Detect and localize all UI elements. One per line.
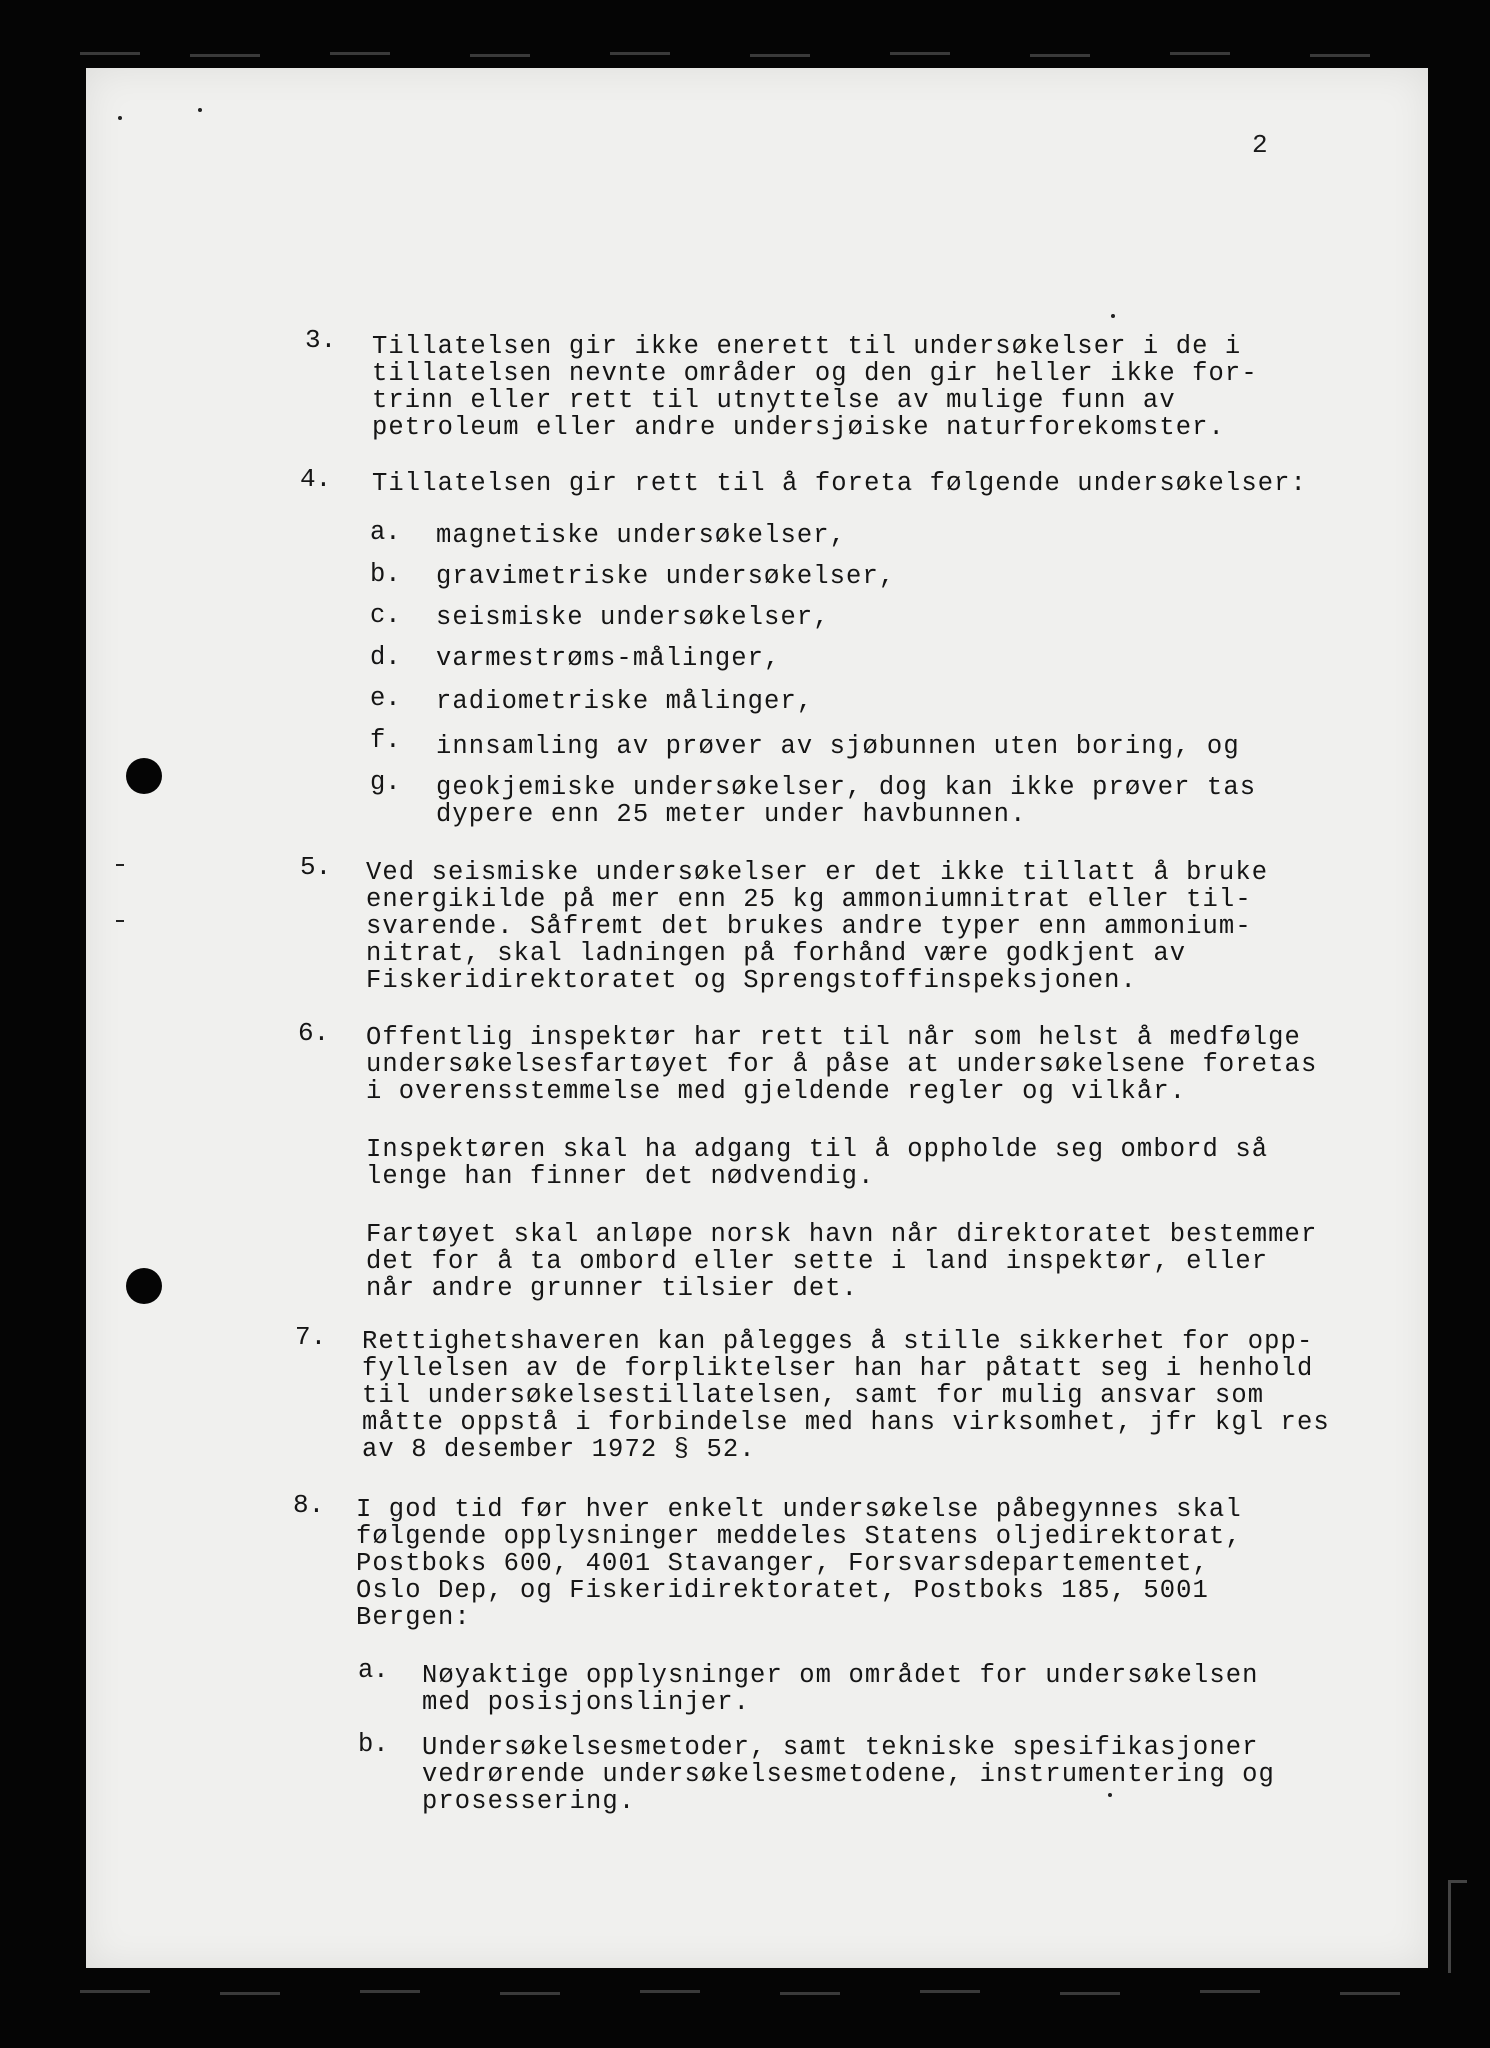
paragraph-gap [366, 1105, 1317, 1136]
sub-letter: a. [370, 518, 401, 547]
item-3-text [372, 333, 1258, 441]
sub-letter: f. [370, 726, 401, 755]
sub-letter: d. [370, 643, 401, 672]
edge-mark [780, 1992, 840, 1995]
subitem-text [436, 563, 895, 590]
text-line: Oslo Dep, og Fiskeridirektoratet, Postboks 185, 5001 [356, 1576, 1209, 1605]
text-line: I god tid før hver enkelt undersøkelse påbegynnes skal [356, 1495, 1242, 1524]
text-line: undersøkelsesfartøyet for å påse at undersøkelsene foretas [366, 1050, 1318, 1079]
edge-mark [890, 52, 950, 55]
edge-mark [1200, 1990, 1260, 1993]
item-4-text [372, 470, 1307, 497]
speck [118, 116, 122, 120]
text-line: Ved seismiske undersøkelser er det ikke tillatt å bruke [366, 858, 1269, 887]
edge-mark [80, 52, 140, 55]
speck [116, 920, 124, 922]
item-6-text [366, 1024, 1317, 1302]
text-line: Tillatelsen gir ikke enerett til undersøkelser i de i [372, 332, 1242, 361]
binder-tab [1448, 1880, 1467, 1973]
text-line: av 8 desember 1972 § 52. [362, 1435, 756, 1464]
edge-mark [360, 1990, 420, 1993]
text-line: Bergen: [356, 1603, 471, 1632]
text-line: dypere enn 25 meter under havbunnen. [436, 800, 1027, 829]
edge-mark [500, 1992, 560, 1995]
item-number: 5. [300, 852, 332, 882]
text-line: lenge han finner det nødvendig. [366, 1162, 875, 1191]
edge-mark [330, 52, 390, 55]
text-line: nitrat, skal ladningen på forhånd være godkjent av [366, 939, 1187, 968]
text-line: innsamling av prøver av sjøbunnen uten boring, og [436, 732, 1240, 761]
subitem-text [436, 688, 813, 715]
edge-mark [1060, 1992, 1120, 1995]
item-number: 4. [300, 464, 332, 494]
text-line: Fartøyet skal anløpe norsk havn når direktoratet bestemmer [366, 1220, 1318, 1249]
edge-mark [220, 1992, 280, 1995]
text-line: Fiskeridirektoratet og Sprengstoffinspeksjonen. [366, 966, 1137, 995]
item-5-text [366, 859, 1268, 994]
edge-mark [1030, 54, 1090, 57]
subitem-text [436, 774, 1256, 828]
edge-mark [920, 1990, 980, 1993]
subitem-text [422, 1734, 1275, 1815]
subitem-text [436, 645, 780, 672]
item-8-text [356, 1496, 1242, 1631]
speck [1111, 314, 1115, 318]
text-line: radiometriske målinger, [436, 687, 814, 716]
text-line: Nøyaktige opplysninger om området for undersøkelsen [422, 1661, 1259, 1690]
punch-hole [126, 758, 162, 794]
sub-letter: b. [370, 560, 401, 589]
edge-mark [1310, 54, 1370, 57]
text-line: i overensstemmelse med gjeldende regler og vilkår. [366, 1077, 1187, 1106]
text-line: til undersøkelsestillatelsen, samt for mulig ansvar som [362, 1381, 1265, 1410]
text-line: varmestrøms-målinger, [436, 644, 781, 673]
page-number: 2 [1252, 130, 1268, 160]
text-line: vedrørende undersøkelsesmetodene, instrumentering og [422, 1760, 1275, 1789]
sub-letter: b. [358, 1730, 389, 1759]
item-number: 6. [298, 1018, 330, 1048]
sub-letter: a. [358, 1656, 389, 1685]
subitem-text [436, 522, 846, 549]
text-line: fyllelsen av de forpliktelser han har påtatt seg i henhold [362, 1354, 1314, 1383]
edge-mark [640, 1990, 700, 1993]
sub-letter: e. [370, 684, 401, 713]
sub-letter: g. [370, 768, 401, 797]
text-line: prosessering. [422, 1787, 636, 1816]
subitem-text [436, 604, 830, 631]
text-line: energikilde på mer enn 25 kg ammoniumnitrat eller til- [366, 885, 1252, 914]
edge-mark [190, 54, 260, 57]
text-line: geokjemiske undersøkelser, dog kan ikke prøver tas [436, 773, 1257, 802]
text-line: gravimetriske undersøkelser, [436, 562, 896, 591]
text-line: Offentlig inspektør har rett til når som helst å medfølge [366, 1023, 1301, 1052]
edge-mark [470, 54, 530, 57]
subitem-text [422, 1662, 1259, 1716]
text-line: Postboks 600, 4001 Stavanger, Forsvarsdepartementet, [356, 1549, 1209, 1578]
edge-mark [750, 54, 810, 57]
text-line: Undersøkelsesmetoder, samt tekniske spesifikasjoner [422, 1733, 1259, 1762]
text-line: tillatelsen nevnte områder og den gir heller ikke for- [372, 359, 1258, 388]
text-line: det for å ta ombord eller sette i land inspektør, eller [366, 1247, 1269, 1276]
text-line: med posisjonslinjer. [422, 1688, 751, 1717]
text-line: petroleum eller andre undersjøiske naturforekomster. [372, 413, 1225, 442]
speck [116, 864, 124, 866]
edge-mark [1170, 52, 1230, 55]
subitem-text [436, 733, 1240, 760]
text-line: måtte oppstå i forbindelse med hans virksomhet, jfr kgl res [362, 1408, 1330, 1437]
punch-hole [126, 1268, 162, 1304]
text-line: Rettighetshaveren kan pålegges å stille sikkerhet for opp- [362, 1327, 1314, 1356]
item-number: 7. [295, 1322, 327, 1352]
text-line: trinn eller rett til utnyttelse av mulige funn av [372, 386, 1176, 415]
text-line: magnetiske undersøkelser, [436, 521, 847, 550]
text-line: følgende opplysninger meddeles Statens oljedirektorat, [356, 1522, 1242, 1551]
item-number: 3. [305, 325, 337, 355]
speck [198, 108, 202, 112]
text-line: svarende. Såfremt det brukes andre typer enn ammonium- [366, 912, 1252, 941]
edge-mark [80, 1990, 150, 1993]
text-line: seismiske undersøkelser, [436, 603, 830, 632]
paragraph-gap [366, 1190, 1317, 1221]
text-line: Inspektøren skal ha adgang til å oppholde seg ombord så [366, 1135, 1269, 1164]
item-7-text [362, 1328, 1330, 1463]
text-line: Tillatelsen gir rett til å foreta følgende undersøkelser: [372, 469, 1307, 498]
item-number: 8. [293, 1490, 325, 1520]
text-line: når andre grunner tilsier det. [366, 1274, 859, 1303]
sub-letter: c. [370, 601, 401, 630]
edge-mark [1340, 1992, 1400, 1995]
edge-mark [610, 52, 670, 55]
